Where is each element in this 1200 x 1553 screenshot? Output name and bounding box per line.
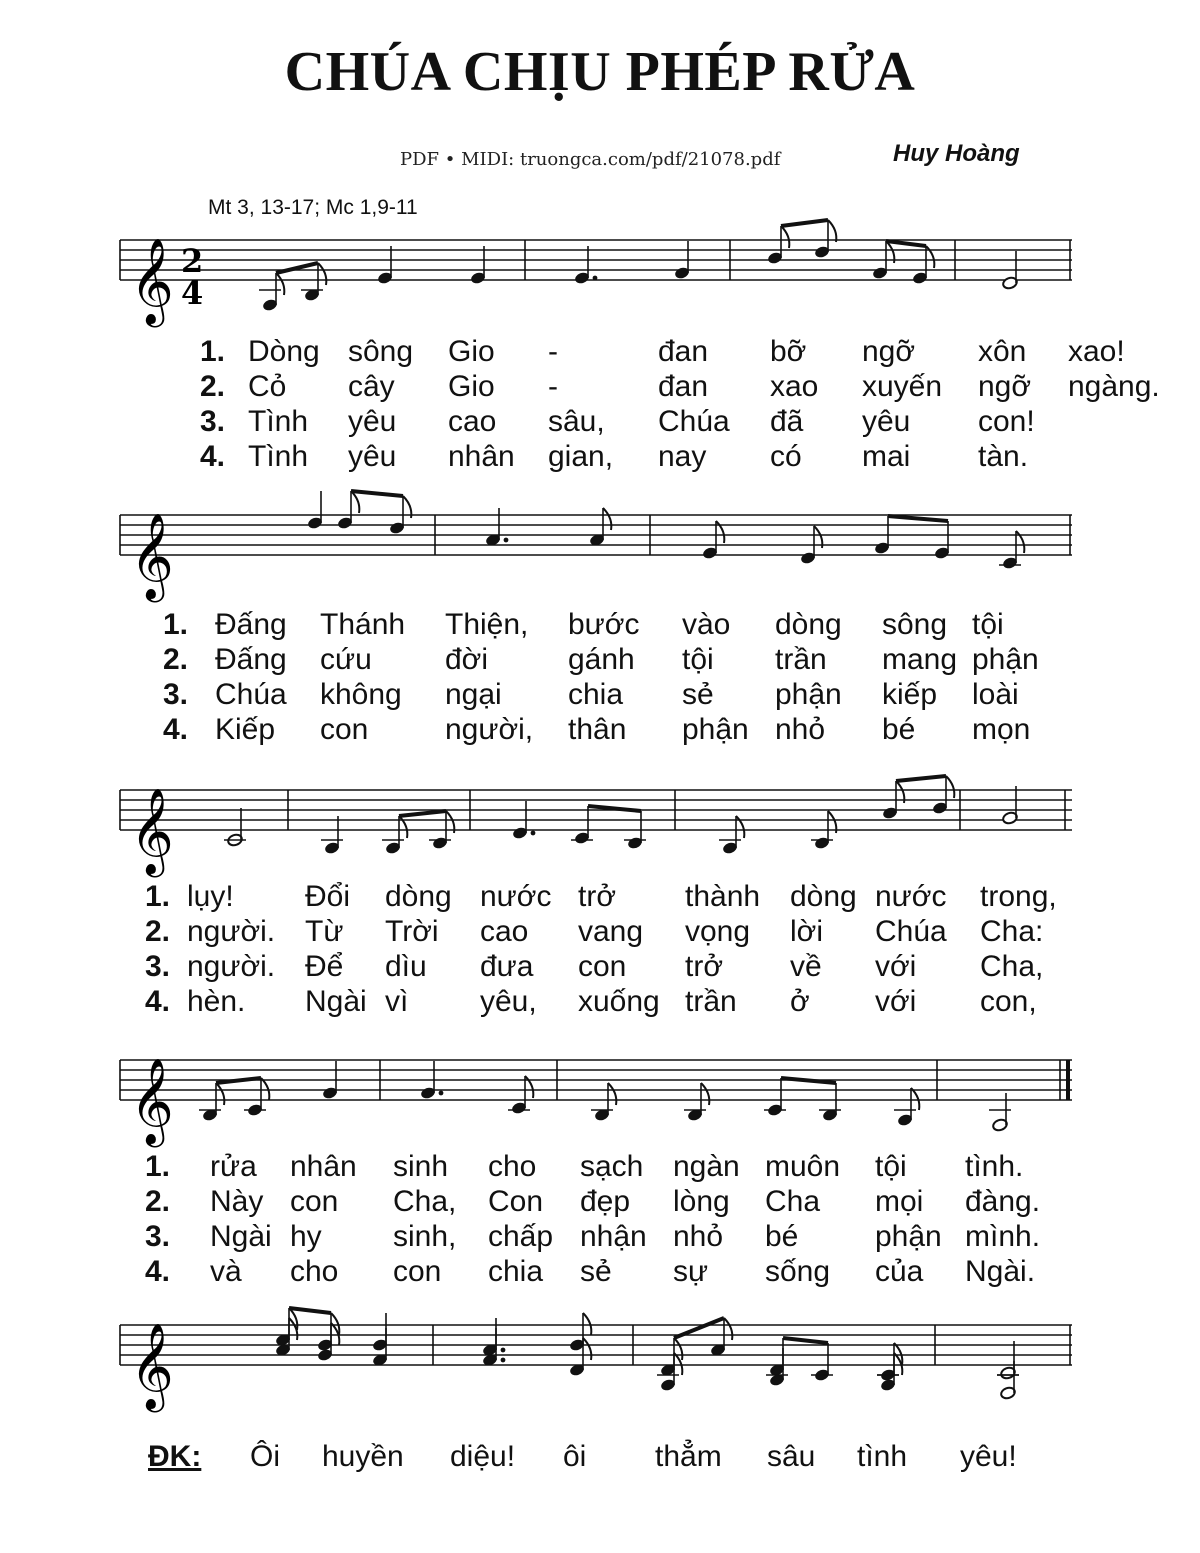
lyric-word: Chúa xyxy=(658,405,730,438)
note-icon xyxy=(482,1318,506,1357)
lyric-word: trần xyxy=(775,643,827,676)
lyric-word: xôn xyxy=(978,335,1027,368)
source-link[interactable]: PDF • MIDI: truongca.com/pdf/21078.pdf xyxy=(400,149,781,170)
lyric-word: tội xyxy=(682,643,714,676)
lyric-word: hèn. xyxy=(187,985,246,1018)
lyric-word: dòng xyxy=(790,880,857,913)
lyric-word: sinh xyxy=(393,1150,449,1183)
lyric-word: mình. xyxy=(965,1220,1041,1253)
lyric-word: ngỡ xyxy=(862,335,916,368)
lyric-word: tàn. xyxy=(978,440,1029,473)
verse-number: 1. xyxy=(145,880,171,913)
lyric-word: Đấng xyxy=(215,608,287,641)
lyric-word: Gio xyxy=(448,335,495,368)
note-icon xyxy=(382,816,407,855)
lyric-word: gánh xyxy=(568,643,635,676)
lyric-word: cứu xyxy=(320,643,372,676)
time-signature-top: 2 xyxy=(181,242,204,280)
lyric-word: phận xyxy=(682,713,749,746)
lyric-word: Trời xyxy=(385,915,439,948)
verse-number: 1. xyxy=(163,608,189,641)
lyric-word: Cha: xyxy=(980,915,1044,948)
svg-text:𝄞: 𝄞 xyxy=(130,1058,174,1144)
lyric-word: Thánh xyxy=(320,608,406,641)
chorus-label: ĐK: xyxy=(148,1440,202,1473)
lyric-word: sông xyxy=(882,608,948,641)
verse-number: 1. xyxy=(145,1150,171,1183)
music-staff-4 xyxy=(0,1040,1200,1144)
lyric-word: - xyxy=(548,335,558,368)
lyric-word: xao! xyxy=(1068,335,1125,368)
scripture-reference: Mt 3, 13-17; Mc 1,9-11 xyxy=(208,196,418,219)
note-icon xyxy=(989,1093,1011,1132)
lyric-word: Cha, xyxy=(980,950,1044,983)
beam xyxy=(781,220,828,226)
lyric-word: rửa xyxy=(210,1150,257,1183)
lyrics-block-1 xyxy=(0,335,1200,480)
lyric-word: trong, xyxy=(980,880,1057,913)
lyric-word: vang xyxy=(578,915,644,948)
note-icon xyxy=(307,491,324,530)
lyric-word: bé xyxy=(765,1220,799,1253)
lyric-word: Kiếp xyxy=(215,713,276,746)
lyric-word: vì xyxy=(385,985,409,1018)
note-icon xyxy=(934,521,951,560)
lyric-word: Gio xyxy=(448,370,495,403)
verse-number: 4. xyxy=(145,985,171,1018)
lyric-word: chấp xyxy=(488,1220,554,1253)
beam xyxy=(399,811,446,816)
lyric-word: đưa xyxy=(480,950,534,983)
lyric-word: diệu! xyxy=(450,1440,516,1473)
lyric-word: Cha xyxy=(765,1185,821,1218)
beam xyxy=(886,241,926,246)
beam xyxy=(888,516,948,521)
lyric-word: sông xyxy=(348,335,414,368)
lyric-word: bỡ xyxy=(770,335,807,368)
lyric-word: nhân xyxy=(448,440,515,473)
lyric-word: con xyxy=(578,950,627,983)
lyric-word: lụy! xyxy=(187,880,234,913)
note-icon xyxy=(764,1078,786,1117)
lyrics-block-2 xyxy=(0,608,1200,753)
note-icon xyxy=(684,1083,709,1122)
lyric-word: ngại xyxy=(445,678,502,711)
lyric-word: ngỡ xyxy=(978,370,1032,403)
lyric-word: thành xyxy=(685,880,761,913)
beam xyxy=(781,1078,836,1083)
lyric-word: mọi xyxy=(875,1185,924,1218)
lyric-word: nhỏ xyxy=(775,713,826,746)
lyric-word: Chúa xyxy=(875,915,947,948)
lyric-word: - xyxy=(548,370,558,403)
lyric-word: nay xyxy=(658,440,707,473)
music-staff-2 xyxy=(0,495,1200,599)
note-icon xyxy=(224,808,246,847)
lyric-word: phận xyxy=(875,1220,942,1253)
lyric-word: và xyxy=(210,1255,242,1288)
note-icon xyxy=(877,1343,902,1382)
lyric-word: người. xyxy=(187,915,276,948)
lyric-word: sống xyxy=(765,1255,831,1288)
verse-number: 2. xyxy=(145,1185,171,1218)
lyric-word: chia xyxy=(488,1255,544,1288)
note-icon xyxy=(932,776,955,815)
lyric-word: con, xyxy=(980,985,1037,1018)
verse-number: 3. xyxy=(145,950,171,983)
treble-clef-icon xyxy=(130,1323,174,1413)
verse-number: 1. xyxy=(200,335,226,368)
lyric-word: dòng xyxy=(775,608,842,641)
svg-text:𝄞: 𝄞 xyxy=(130,788,174,874)
note-icon xyxy=(337,491,360,530)
lyric-word: Dòng xyxy=(248,335,320,368)
lyric-word: thẳm xyxy=(655,1440,722,1473)
composer-name: Huy Hoàng xyxy=(893,140,1020,167)
lyric-word: với xyxy=(875,950,917,983)
note-icon xyxy=(259,273,284,312)
lyric-word: mọn xyxy=(972,713,1031,746)
lyrics-block-5 xyxy=(0,1440,1200,1485)
beam xyxy=(896,776,946,781)
lyric-word: Để xyxy=(305,950,344,983)
lyric-word: Thiện, xyxy=(445,608,529,641)
lyric-word: sẻ xyxy=(682,678,714,711)
lyric-word: kiếp xyxy=(882,678,938,711)
lyric-word: đàng. xyxy=(965,1185,1041,1218)
note-icon xyxy=(301,263,326,302)
note-icon xyxy=(811,1343,833,1382)
lyric-word: sẻ xyxy=(580,1255,612,1288)
note-icon xyxy=(321,816,343,855)
beam xyxy=(351,491,403,496)
lyric-word: Đổi xyxy=(305,880,351,913)
lyric-word: Này xyxy=(210,1185,264,1218)
treble-clef-icon xyxy=(130,238,174,328)
lyric-word: yêu xyxy=(862,405,911,438)
lyric-word: Ôi xyxy=(250,1440,280,1473)
lyric-word: ngàn xyxy=(673,1150,740,1183)
lyric-word: sâu, xyxy=(548,405,605,438)
beam xyxy=(216,1078,261,1083)
note-icon xyxy=(317,1313,340,1352)
music-staff-5 xyxy=(0,1305,1200,1435)
note-icon xyxy=(767,226,790,265)
lyric-word: sâu xyxy=(767,1440,816,1473)
lyric-word: mai xyxy=(862,440,911,473)
lyric-word: xuống xyxy=(578,985,660,1018)
lyric-word: yêu, xyxy=(480,985,537,1018)
lyric-word: cho xyxy=(290,1255,339,1288)
lyric-word: cao xyxy=(480,915,529,948)
treble-clef-icon xyxy=(130,788,174,878)
lyric-word: tình. xyxy=(965,1150,1024,1183)
note-icon xyxy=(819,1083,841,1122)
music-staff-3 xyxy=(0,770,1200,874)
note-icon xyxy=(571,806,593,845)
lyric-word: không xyxy=(320,678,402,711)
lyric-word: nhận xyxy=(580,1220,647,1253)
lyric-word: cao xyxy=(448,405,497,438)
lyric-word: dìu xyxy=(385,950,427,983)
note-icon xyxy=(997,1341,1019,1380)
lyric-word: đan xyxy=(658,335,709,368)
lyrics-block-3 xyxy=(0,880,1200,1025)
lyric-word: yêu xyxy=(348,405,397,438)
lyric-word: đan xyxy=(658,370,709,403)
note-icon xyxy=(377,246,394,285)
verse-number: 4. xyxy=(200,440,226,473)
lyric-word: người. xyxy=(187,950,276,983)
lyric-word: Từ xyxy=(305,915,344,948)
lyric-word: xao xyxy=(770,370,819,403)
verse-number: 2. xyxy=(163,643,189,676)
lyric-word: ôi xyxy=(563,1440,587,1473)
treble-clef-icon xyxy=(130,1058,174,1148)
note-icon xyxy=(244,1078,269,1117)
lyric-word: con! xyxy=(978,405,1035,438)
lyric-word: cây xyxy=(348,370,395,403)
lyric-word: dòng xyxy=(385,880,452,913)
note-icon xyxy=(894,1088,919,1127)
lyric-word: chia xyxy=(568,678,624,711)
lyric-word: Cha, xyxy=(393,1185,457,1218)
beam xyxy=(783,1338,828,1343)
lyric-word: Đấng xyxy=(215,643,287,676)
time-signature-bottom: 4 xyxy=(181,274,204,312)
lyric-word: muôn xyxy=(765,1150,841,1183)
beam xyxy=(276,263,318,273)
svg-text:𝄞: 𝄞 xyxy=(130,1323,174,1409)
music-staff-1 xyxy=(0,220,1200,330)
lyric-word: cho xyxy=(488,1150,537,1183)
lyric-word: ở xyxy=(790,985,810,1018)
lyric-word: mang xyxy=(882,643,958,676)
lyric-word: yêu xyxy=(348,440,397,473)
lyric-word: nước xyxy=(480,880,552,913)
lyric-word: vào xyxy=(682,608,731,641)
verse-number: 2. xyxy=(145,915,171,948)
note-icon xyxy=(485,508,509,547)
lyrics-block-4 xyxy=(0,1150,1200,1295)
lyric-word: sạch xyxy=(580,1150,644,1183)
note-icon xyxy=(912,246,935,285)
lyric-word: trần xyxy=(685,985,737,1018)
note-icon xyxy=(1002,786,1019,825)
lyric-word: loài xyxy=(972,678,1019,711)
lyric-word: về xyxy=(790,950,822,983)
lyric-word: gian, xyxy=(548,440,614,473)
lyric-word: với xyxy=(875,985,917,1018)
lyric-word: yêu! xyxy=(960,1440,1017,1473)
lyric-word: Cỏ xyxy=(248,370,287,403)
note-icon xyxy=(589,508,612,547)
verse-number: 4. xyxy=(145,1255,171,1288)
verse-number: 3. xyxy=(200,405,226,438)
lyric-word: ngàng. xyxy=(1068,370,1160,403)
lyric-word: có xyxy=(770,440,802,473)
lyric-word: Ngài xyxy=(305,985,367,1018)
song-title: CHÚA CHỊU PHÉP RỬA xyxy=(284,41,916,103)
lyric-word: phận xyxy=(972,643,1039,676)
lyric-word: con xyxy=(393,1255,442,1288)
note-icon xyxy=(199,1083,224,1122)
note-icon xyxy=(719,816,744,855)
verse-number: 3. xyxy=(163,678,189,711)
lyric-word: vọng xyxy=(685,915,751,948)
verse-number: 2. xyxy=(200,370,226,403)
verse-number: 4. xyxy=(163,713,189,746)
beam xyxy=(289,1308,331,1313)
lyric-word: đẹp xyxy=(580,1185,631,1218)
lyric-word: trở xyxy=(578,880,616,913)
lyric-word: tội xyxy=(972,608,1004,641)
lyric-word: tội xyxy=(875,1150,907,1183)
lyric-word: sự xyxy=(673,1255,709,1288)
lyric-word: con xyxy=(290,1185,339,1218)
svg-text:𝄞: 𝄞 xyxy=(130,513,174,599)
note-icon xyxy=(275,1308,298,1347)
svg-text:𝄞: 𝄞 xyxy=(130,238,174,324)
lyric-word: phận xyxy=(775,678,842,711)
lyric-word: trở xyxy=(685,950,723,983)
lyric-word: con xyxy=(320,713,369,746)
lyric-word: lòng xyxy=(673,1185,730,1218)
lyric-word: thân xyxy=(568,713,627,746)
lyric-word: huyền xyxy=(322,1440,404,1473)
lyric-word: của xyxy=(875,1255,924,1288)
note-icon xyxy=(591,1083,616,1122)
lyric-word: Con xyxy=(488,1185,544,1218)
lyric-word: xuyến xyxy=(862,370,943,403)
note-icon xyxy=(508,1076,533,1115)
lyric-word: nhân xyxy=(290,1150,357,1183)
treble-clef-icon xyxy=(130,513,174,603)
lyric-word: tình xyxy=(857,1440,908,1473)
note-icon xyxy=(574,246,598,285)
note-icon xyxy=(470,246,487,285)
lyric-word: Ngài. xyxy=(965,1255,1036,1288)
lyric-word: nhỏ xyxy=(673,1220,724,1253)
lyric-word: người, xyxy=(445,713,534,746)
lyric-word: hy xyxy=(290,1220,322,1253)
lyric-word: bé xyxy=(882,713,916,746)
note-icon xyxy=(702,521,725,560)
lyric-word: Ngài xyxy=(210,1220,272,1253)
lyric-word: Chúa xyxy=(215,678,287,711)
note-icon xyxy=(999,531,1024,570)
lyric-word: đời xyxy=(445,643,489,676)
lyric-word: nước xyxy=(875,880,947,913)
lyric-word: bước xyxy=(568,608,640,641)
lyric-word: sinh, xyxy=(393,1220,457,1253)
lyric-word: lời xyxy=(790,915,824,948)
verse-number: 3. xyxy=(145,1220,171,1253)
lyric-word: Tình xyxy=(248,405,309,438)
lyric-word: đã xyxy=(770,405,804,438)
lyric-word: Tình xyxy=(248,440,309,473)
